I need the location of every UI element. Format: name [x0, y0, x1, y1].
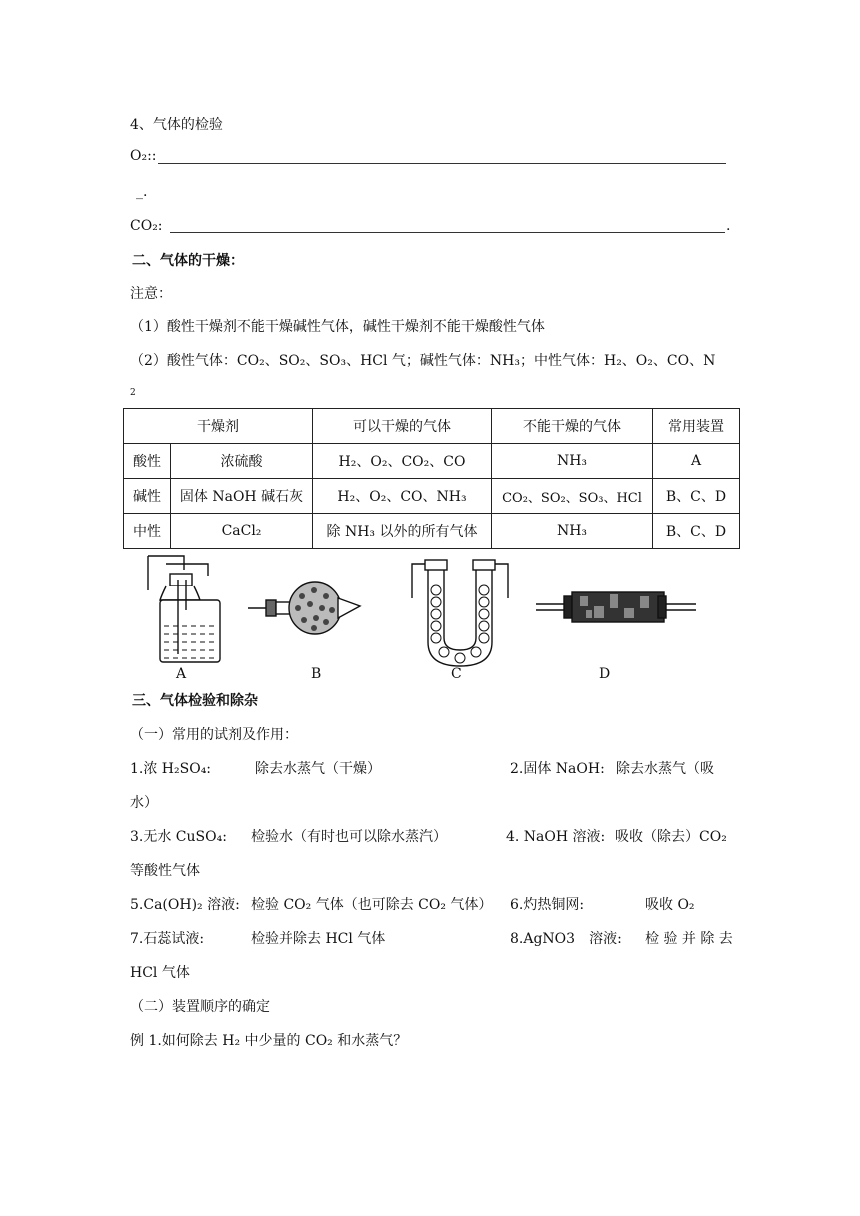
drying-bulb-figure: [248, 582, 360, 634]
reagent-7-use: 检验并除去 HCl 气体: [251, 931, 386, 947]
section3-title: 三、气体检验和除杂: [132, 693, 258, 709]
table-cell: B、C、D: [653, 514, 740, 549]
table-cell: CO₂、SO₂、SO₃、HCl: [492, 479, 653, 514]
table-cell: 固体 NaOH 碱石灰: [171, 479, 313, 514]
reagent-7-name: 7.石蕊试液:: [130, 931, 205, 947]
reagent-2-use: 除去水蒸气（吸: [616, 761, 714, 777]
note-label: 注意：: [130, 286, 172, 302]
table-cell: 浓硫酸: [171, 444, 313, 479]
reagent-2-use-wrap: 水）: [130, 795, 158, 811]
subsection-1: （一）常用的试剂及作用：: [130, 727, 298, 743]
table-row: [124, 444, 740, 479]
co2-line-tail: .: [726, 218, 731, 234]
reagent-3-use: 检验水（有时也可以除水蒸汽）: [251, 829, 447, 845]
table-cell: 碱性: [124, 479, 171, 514]
table-header: 干燥剂: [124, 409, 313, 444]
straight-tube-figure: [536, 592, 696, 622]
table-cell: 除 NH₃ 以外的所有气体: [313, 514, 492, 549]
table-cell: CaCl₂: [171, 514, 313, 549]
reagent-3-name: 3.无水 CuSO₄:: [130, 829, 227, 845]
wash-bottle-figure: [148, 556, 220, 662]
reagent-1-use: 除去水蒸气（干燥）: [255, 761, 381, 777]
reagent-6-name: 6.灼热铜网:: [510, 897, 585, 913]
table-cell: NH₃: [492, 514, 653, 549]
table-header: 不能干燥的气体: [492, 409, 653, 444]
subsection-2: （二）装置顺序的确定: [130, 999, 270, 1015]
o2-line-tail: _.: [136, 184, 148, 200]
figure-label-c: C: [451, 666, 462, 682]
reagent-1-name: 1.浓 H₂SO₄:: [130, 761, 212, 777]
figure-label-b: B: [311, 666, 322, 682]
reagent-5-name: 5.Ca(OH)₂ 溶液:: [130, 897, 240, 913]
o2-label: O₂::: [130, 148, 157, 164]
reagent-8-name: 8.AgNO3 溶液:: [510, 931, 622, 947]
figure-label-d: D: [599, 666, 611, 682]
note-2: （2）酸性气体：CO₂、SO₂、SO₃、HCl 气；碱性气体：NH₃；中性气体：H₂、O₂、CO、N: [130, 353, 716, 369]
table-header: 可以干燥的气体: [313, 409, 492, 444]
table-cell: 中性: [124, 514, 171, 549]
section2-title: 二、气体的干燥：: [132, 253, 244, 269]
table-cell: B、C、D: [653, 479, 740, 514]
note-2-wrap: 2: [130, 388, 136, 398]
table-cell: A: [653, 444, 740, 479]
reagent-5-use: 检验 CO₂ 气体（也可除去 CO₂ 气体）: [251, 897, 493, 913]
table-cell: 酸性: [124, 444, 171, 479]
reagent-4-use: 吸收（除去）CO₂: [615, 829, 727, 845]
co2-label: CO₂:: [130, 218, 163, 234]
table-cell: H₂、O₂、CO、NH₃: [313, 479, 492, 514]
reagent-8-use-wrap: HCl 气体: [130, 965, 190, 981]
u-tube-figure: [412, 560, 508, 666]
example-1: 例 1.如何除去 H₂ 中少量的 CO₂ 和水蒸气？: [130, 1033, 408, 1049]
reagent-4-use-wrap: 等酸性气体: [130, 863, 200, 879]
drying-apparatus-figures: [120, 550, 740, 670]
section4-title: 4、气体的检验: [130, 117, 223, 133]
table-header-row: [124, 409, 740, 444]
table-row: [124, 514, 740, 549]
table-header: 常用装置: [653, 409, 740, 444]
note-1: （1）酸性干燥剂不能干燥碱性气体，碱性干燥剂不能干燥酸性气体: [130, 319, 545, 335]
drying-agent-table: [123, 408, 740, 549]
reagent-8-use: 检 验 并 除 去: [645, 931, 733, 947]
reagent-6-use: 吸收 O₂: [645, 897, 695, 913]
figure-label-a: A: [176, 666, 187, 682]
table-cell: H₂、O₂、CO₂、CO: [313, 444, 492, 479]
table-row: [124, 479, 740, 514]
reagent-4-name: 4. NaOH 溶液:: [506, 829, 606, 845]
reagent-2-name: 2.固体 NaOH:: [510, 761, 605, 777]
o2-answer-line[interactable]: [158, 163, 726, 164]
table-cell: NH₃: [492, 444, 653, 479]
co2-answer-line[interactable]: [170, 232, 725, 233]
